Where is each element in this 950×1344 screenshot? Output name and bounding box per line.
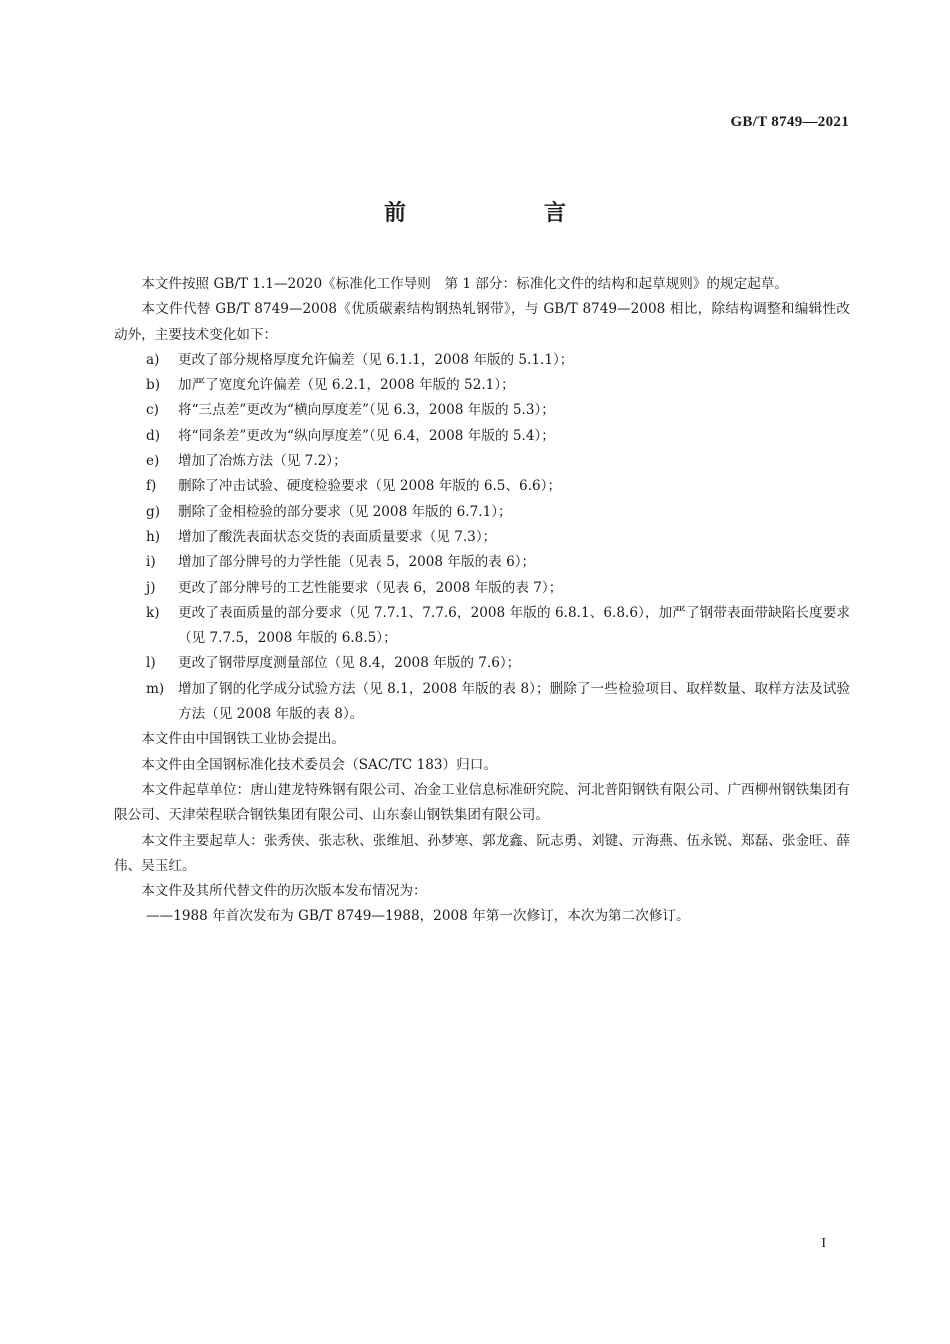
list-marker: c)	[146, 402, 159, 419]
list-item	[114, 398, 850, 423]
list-item	[114, 550, 850, 575]
list-marker: l)	[146, 655, 156, 672]
changes-list	[114, 348, 850, 727]
list-item-text: 增加了钢的化学成分试验方法（见 8.1，2008 年版的表 8）；删除了一些检验项目、取样数量、取样方法及试验方法（见 2008 年版的表 8）。	[178, 680, 850, 723]
list-item	[114, 474, 850, 499]
list-item-text: 更改了部分牌号的工艺性能要求（见表 6，2008 年版的表 7）；	[178, 579, 563, 596]
committee-paragraph: 本文件由全国钢标准化技术委员会（SAC/TC 183）归口。	[141, 756, 497, 773]
list-item	[114, 601, 850, 652]
list-item-text: 删除了金相检验的部分要求（见 2008 年版的 6.7.1）；	[178, 503, 512, 520]
history-line: ——1988 年首次发布为 GB/T 8749—1988，2008 年第一次修订，本次为第二次修订。	[146, 908, 690, 925]
list-marker: e)	[146, 453, 160, 470]
list-item	[114, 576, 850, 601]
list-item	[114, 449, 850, 474]
proposer-paragraph: 本文件由中国钢铁工业协会提出。	[141, 731, 346, 748]
list-item	[114, 424, 850, 449]
list-item-text: 更改了部分规格厚度允许偏差（见 6.1.1，2008 年版的 5.1.1）；	[178, 351, 574, 368]
list-item-text: 增加了部分牌号的力学性能（见表 5，2008 年版的表 6）；	[178, 554, 536, 571]
list-marker: d)	[146, 427, 161, 444]
list-marker: i)	[146, 554, 156, 571]
intro-paragraph: 本文件代替 GB/T 8749—2008《优质碳素结构钢热轧钢带》，与 GB/T 8749—2008 相比，除结构调整和编辑性改动外，主要技术变化如下：	[114, 301, 850, 343]
list-item	[114, 677, 850, 728]
list-item-text: 删除了冲击试验、硬度检验要求（见 2008 年版的 6.5、6.6）；	[178, 478, 562, 495]
list-marker: b)	[146, 377, 161, 394]
list-item	[114, 525, 850, 550]
list-marker: h)	[146, 528, 161, 545]
page-title: 前 言	[383, 201, 624, 226]
list-marker: k)	[146, 604, 160, 621]
list-item-text: 增加了酸洗表面状态交货的表面质量要求（见 7.3）；	[178, 528, 497, 545]
history-intro-paragraph: 本文件及其所代替文件的历次版本发布情况为：	[141, 883, 427, 900]
list-marker: a)	[146, 351, 160, 368]
list-item-text: 增加了冶炼方法（见 7.2）；	[178, 453, 347, 470]
page-number: I	[821, 1236, 826, 1251]
list-item	[114, 651, 850, 676]
document-body	[114, 272, 850, 930]
list-item	[114, 373, 850, 398]
list-marker: m)	[146, 680, 165, 697]
list-marker: g)	[146, 503, 161, 520]
intro-paragraph: 本文件按照 GB/T 1.1—2020《标准化工作导则 第 1 部分：标准化文件的结构和起草规则》的规定起草。	[141, 276, 788, 292]
drafting-units-paragraph: 本文件起草单位：唐山建龙特殊钢有限公司、冶金工业信息标准研究院、河北普阳钢铁有限公司、广西柳州钢铁集团有限公司、天津荣程联合钢铁集团有限公司、山东泰山钢铁集团有限公司。	[114, 781, 850, 824]
list-marker: j)	[146, 579, 156, 596]
list-item	[114, 348, 850, 373]
drafters-paragraph: 本文件主要起草人：张秀侠、张志秋、张维旭、孙梦寒、郭龙鑫、阮志勇、刘键、亓海燕、伍永锐、郑磊、张金旺、薛伟、吴玉红。	[114, 832, 850, 874]
standard-code: GB/T 8749—2021	[730, 114, 849, 130]
list-item-text: 更改了表面质量的部分要求（见 7.7.1、7.7.6，2008 年版的 6.8.1、6.8.6），加严了钢带表面带缺陷长度要求（见 7.7.5，2008 年版的 6.8.5）；	[178, 604, 850, 647]
list-item-text: 更改了钢带厚度测量部位（见 8.4，2008 年版的 7.6）；	[178, 655, 521, 672]
list-marker: f)	[146, 478, 157, 495]
list-item	[114, 500, 850, 525]
list-item-text: 将“同条差”更改为“纵向厚度差”（见 6.4，2008 年版的 5.4）；	[178, 427, 555, 444]
list-item-text: 加严了宽度允许偏差（见 6.2.1，2008 年版的 52.1）；	[178, 377, 515, 394]
list-item-text: 将“三点差”更改为“横向厚度差”（见 6.3，2008 年版的 5.3）；	[178, 402, 555, 419]
